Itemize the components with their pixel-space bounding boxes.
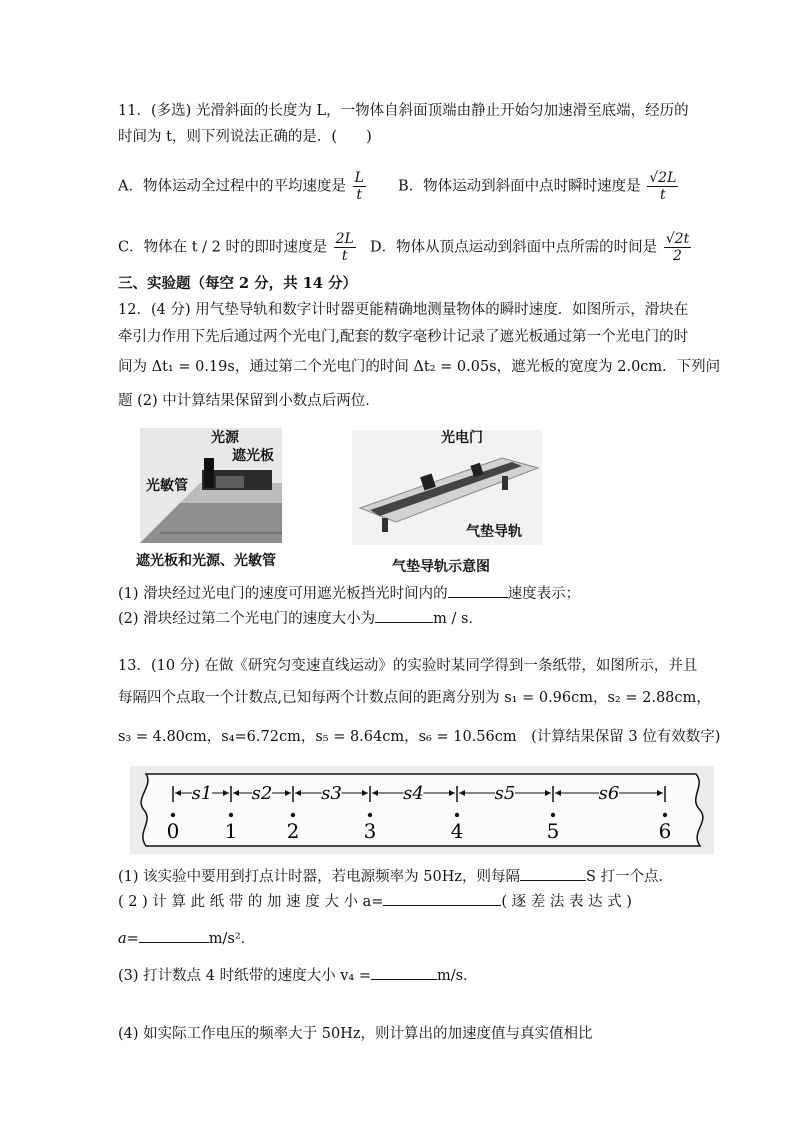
fraction: $\frac{√2t}{2}$ — [665, 231, 690, 264]
answer-blank[interactable] — [520, 866, 586, 881]
fig2-caption: 气垫导轨示意图 — [392, 559, 490, 575]
q11-option-a: A．物体运动全过程中的平均速度是 $\frac{L}{t}$ — [118, 170, 364, 203]
tape-point-label: 3 — [363, 819, 377, 843]
q13-sub2-continued: a= m/s²． — [118, 928, 255, 949]
fig2-label-photogate: 光电门 — [441, 430, 483, 446]
fig1-label-shutter: 遮光板 — [232, 448, 274, 464]
paper-tape-figure — [130, 766, 714, 854]
answer-blank[interactable] — [375, 608, 433, 623]
q11-stem-line2: 时间为 t，则下列说法正确的是．( ) — [118, 129, 372, 145]
tape-segment-label: s6 — [598, 783, 620, 804]
fig2-label-air-track: 气垫导轨 — [466, 524, 522, 540]
q12-line3: 间为 Δt₁ = 0.19s，通过第二个光电门的时间 Δt₂ = 0.05s，遮光板的宽度为 2.0cm．下列问 — [118, 359, 721, 375]
tape-segment-label: s2 — [251, 783, 273, 804]
tape-segment-label: s1 — [191, 783, 213, 804]
fig1-caption: 遮光板和光源、光敏管 — [136, 553, 276, 569]
tape-segment-label: s4 — [403, 783, 424, 804]
q13-line2: 每隔四个点取一个计数点,已知每两个计数点间的距离分别为 s₁ = 0.96cm，s₂ = 2.88cm， — [118, 690, 711, 706]
q13-sub3: (3) 打计数点 4 时纸带的速度大小 v₄ = m/s． — [118, 965, 478, 986]
section-title: 三、实验题（每空 2 分，共 14 分） — [118, 275, 357, 292]
q13-line1: 13．(10 分) 在做《研究匀变速直线运动》的实验时某同学得到一条纸带，如图所示，并且 — [118, 658, 698, 674]
q12-line1: 12．(4 分) 用气垫导轨和数字计时器更能精确地测量物体的瞬时速度．如图所示，滑块在 — [118, 302, 689, 318]
fraction: $\frac{√2L}{t}$ — [649, 170, 677, 203]
tape-point-label: 6 — [658, 819, 672, 843]
q11-option-d: D．物体从顶点运动到斜面中点所需的时间是 $\frac{√2t}{2}$ — [370, 231, 690, 264]
tape-dot — [663, 813, 667, 817]
q13-sub2: ( 2 ) 计 算 此 纸 带 的 加 速 度 大 小 a= ( 逐 差 法 表 达 式 ) — [118, 891, 632, 912]
q11-stem-line1: 11．(多选) 光滑斜面的长度为 L，一物体自斜面顶端由静止开始匀加速滑至底端，经历的 — [118, 103, 689, 119]
q12-line2: 牵引力作用下先后通过两个光电门,配套的数字毫秒计记录了遮光板通过第一个光电门的时 — [118, 329, 689, 345]
tape-dot — [551, 813, 555, 817]
q13-sub4: (4) 如实际工作电压的频率大于 50Hz，则计算出的加速度值与真实值相比 — [118, 1026, 593, 1042]
fig1-label-light-source: 光源 — [211, 430, 239, 446]
q12-sub2: (2) 滑块经过第二个光电门的速度大小为 m / s． — [118, 608, 483, 629]
answer-blank[interactable] — [448, 583, 508, 598]
q13-sub1: (1) 该实验中要用到打点计时器，若电源频率为 50Hz，则每隔 S 打一个点． — [118, 866, 673, 887]
fraction: $\frac{L}{t}$ — [354, 170, 364, 203]
q12-line4: 题 (2) 中计算结果保留到小数点后两位． — [118, 393, 380, 409]
tape-segment-label: s5 — [494, 783, 516, 804]
tape-point-label: 1 — [224, 819, 238, 843]
answer-blank[interactable] — [383, 891, 501, 906]
tape-point-label: 4 — [450, 819, 464, 843]
tape-dot — [455, 813, 459, 817]
tape-point-label: 5 — [546, 819, 560, 843]
tape-point-label: 2 — [286, 819, 300, 843]
tape-segment-label: s3 — [321, 783, 342, 804]
q11-option-c: C．物体在 t / 2 时的即时速度是 $\frac{2L}{t}$ — [118, 231, 354, 264]
answer-blank[interactable] — [139, 928, 209, 943]
tape-dot — [229, 813, 233, 817]
q11-option-b: B．物体运动到斜面中点时瞬时速度是 $\frac{√2L}{t}$ — [398, 170, 677, 203]
answer-blank[interactable] — [371, 965, 437, 980]
tape-dot — [171, 813, 175, 817]
paper-tape — [130, 766, 714, 854]
q13-line3: s₃ = 4.80cm，s₄=6.72cm，s₅ = 8.64cm，s₆ = 10.56cm (计算结果保留 3 位有效数字) — [118, 729, 721, 745]
tape-dot — [291, 813, 295, 817]
fraction: $\frac{2L}{t}$ — [335, 231, 354, 264]
fig1-label-photosensor: 光敏管 — [146, 478, 188, 494]
q12-sub1: (1) 滑块经过光电门的速度可用遮光板挡光时间内的 速度表示； — [118, 583, 580, 604]
tape-point-label: 0 — [166, 819, 180, 843]
tape-dot — [368, 813, 372, 817]
